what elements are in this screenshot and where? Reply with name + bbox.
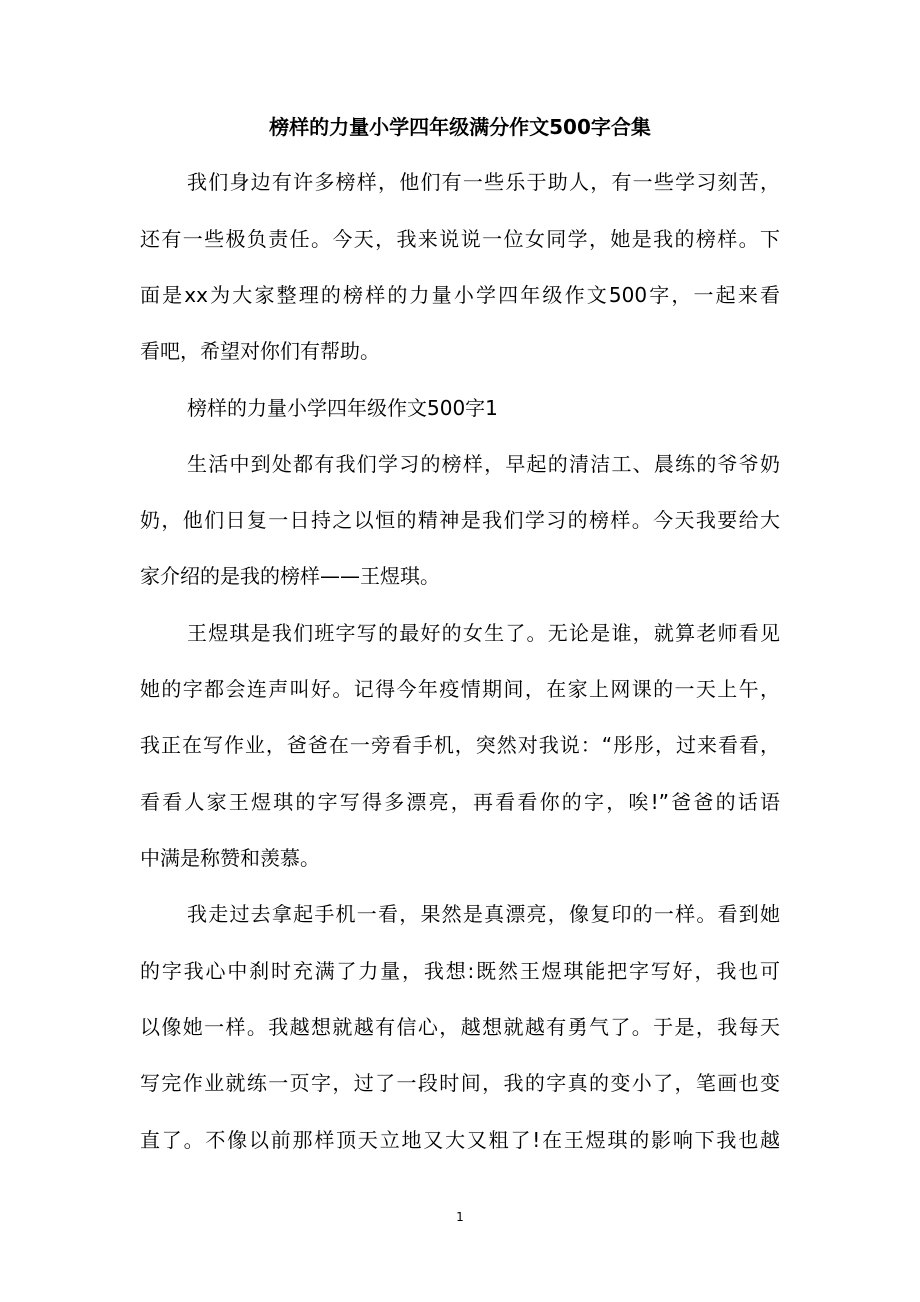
paragraph-line: 的字我心中刹时充满了力量，我想:既然王煜琪能把字写好，我也可 [140,959,780,983]
paragraph-line: 我们身边有许多榜样，他们有一些乐于助人，有一些学习刻苦， [187,170,780,194]
paragraph-line: 看吧，希望对你们有帮助。 [140,339,380,363]
paragraph-line: 我走过去拿起手机一看，果然是真漂亮，像复印的一样。看到她 [187,902,780,926]
paragraph-line: 中满是称赞和羡慕。 [140,846,320,870]
paragraph-line: 奶，他们日复一日持之以恒的精神是我们学习的榜样。今天我要给大 [140,508,780,532]
paragraph-line: 面是xx为大家整理的榜样的力量小学四年级作文500字，一起来看 [140,283,780,307]
paragraph-line: 写完作业就练一页字，过了一段时间，我的字真的变小了，笔画也变 [140,1071,780,1095]
paragraph-line: 还有一些极负责任。今天，我来说说一位女同学，她是我的榜样。下 [140,227,780,251]
paragraph-line: 看看人家王煜琪的字写得多漂亮，再看看你的字，唉!”爸爸的话语 [140,790,780,814]
paragraph-line: 家介绍的是我的榜样——王煜琪。 [140,564,440,588]
paragraph-line: 生活中到处都有我们学习的榜样，早起的清洁工、晨练的爷爷奶 [187,452,780,476]
paragraph-line: 直了。不像以前那样顶天立地又大又粗了!在王煜琪的影响下我也越 [140,1128,780,1152]
page-number: 1 [456,1210,464,1224]
paragraph-line: 我正在写作业，爸爸在一旁看手机，突然对我说：“彤彤，过来看看， [140,733,780,757]
paragraph-line: 王煜琪是我们班字写的最好的女生了。无论是谁，就算老师看见 [187,621,780,645]
paragraph-line: 她的字都会连声叫好。记得今年疫情期间，在家上网课的一天上午， [140,677,780,701]
paragraph-line: 以像她一样。我越想就越有信心，越想就越有勇气了。于是，我每天 [140,1015,780,1039]
document-title: 榜样的力量小学四年级满分作文500字合集 [269,115,651,139]
section-heading: 榜样的力量小学四年级作文500字1 [187,396,498,420]
